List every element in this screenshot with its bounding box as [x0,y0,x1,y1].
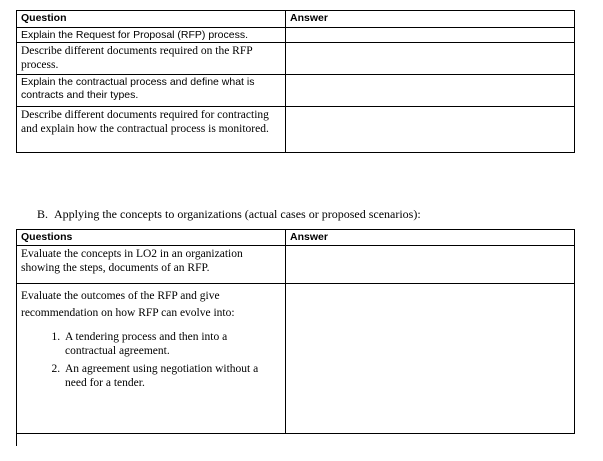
table-header-row [17,11,575,28]
question-intro: Evaluate the outcomes of the RFP and give recommendation on how RFP can evolve into: [21,290,235,319]
section-b-heading: B. Applying the concepts to organizations (actual cases or proposed scenarios): [37,207,421,221]
question-cell: Explain the Request for Proposal (RFP) process. [17,28,286,43]
table-header-row [17,230,575,246]
questions-table-b [16,229,575,434]
questions-header: Questions [17,230,286,246]
list-item: 2. An agreement using negotiation without a need for a tender. [63,362,281,390]
recommendation-list [21,330,281,390]
answer-header: Answer [286,11,575,28]
table-row [17,246,575,284]
questions-table-a [16,10,575,153]
answer-cell[interactable] [286,75,575,107]
answer-cell[interactable] [286,107,575,153]
list-item: 1. A tendering process and then into a contractual agreement. [63,330,281,358]
answer-cell[interactable] [286,284,575,434]
answer-header: Answer [286,230,575,246]
answer-cell[interactable] [286,28,575,43]
question-cell: Describe different documents required for contracting and explain how the contractual process is monitored. [17,107,286,153]
question-cell: Evaluate the concepts in LO2 in an organization showing the steps, documents of an RFP. [17,246,286,284]
table-row [17,28,575,43]
table-row [17,284,575,434]
answer-cell[interactable] [286,246,575,284]
question-header: Question [17,11,286,28]
answer-cell[interactable] [286,43,575,75]
question-cell: Explain the contractual process and define what is contracts and their types. [17,75,286,107]
table-row [17,43,575,75]
table-row [17,75,575,107]
table-row [17,107,575,153]
text-cursor [16,432,17,446]
question-cell: Describe different documents required on the RFP process. [17,43,286,75]
question-cell [17,284,286,434]
